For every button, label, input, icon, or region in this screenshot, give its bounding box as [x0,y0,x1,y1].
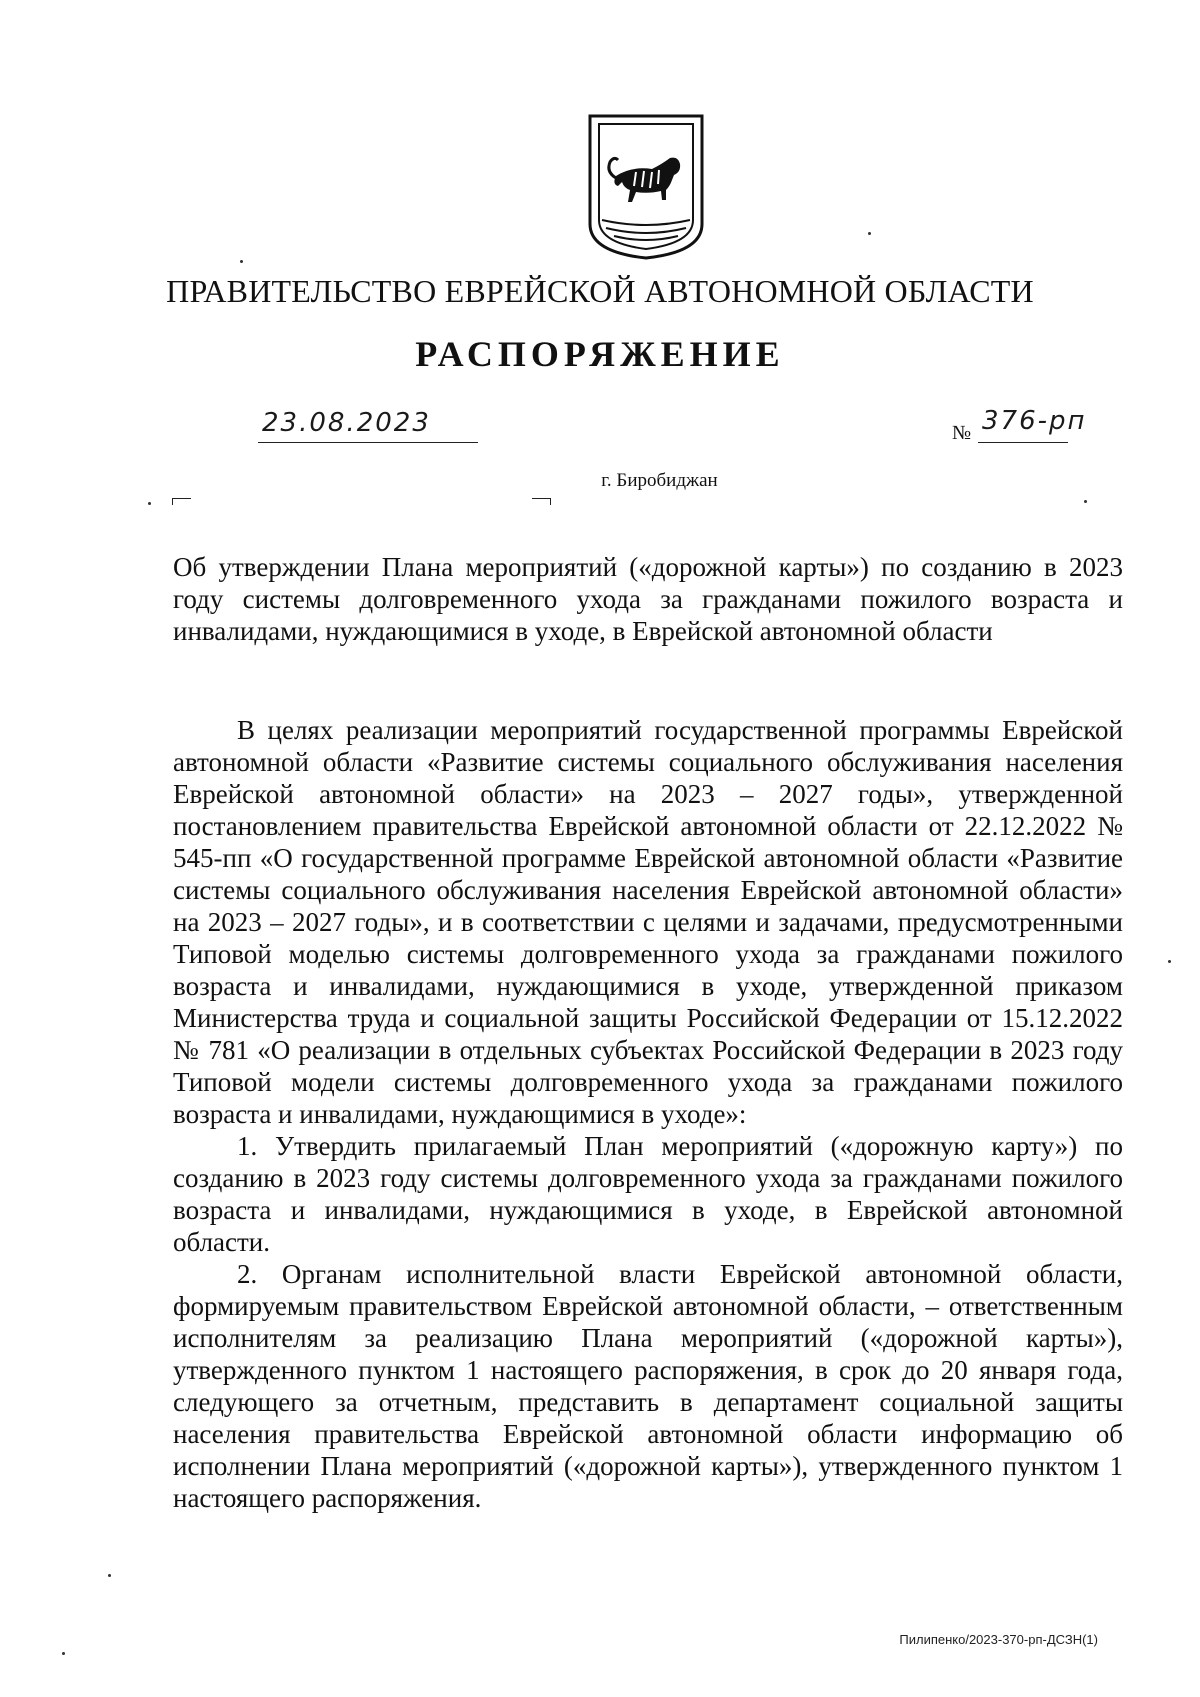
body-paragraph: 2. Органам исполнительной власти Еврейской автономной области, формируемым правительством Еврейской автономной области, – ответственным исполнителям за реализацию Плана мероприятий («дорожной карты»), утвержденного пунктом 1 настоящего распоряжения, в срок до 20 января года, следующего за отчетным, представить в департамент социальной защиты населения правительства Еврейской автономной области информацию об исполнении Плана мероприятий («дорожной карты»), утвержденного пунктом 1 настоящего распоряжения. [173,1259,1123,1513]
city-line: г. Биробиджан [601,470,718,491]
subject-right-bracket [532,498,551,505]
scan-speck [62,1652,65,1655]
number-label: № [952,422,972,444]
tiger-coat-of-arms-icon [586,112,706,262]
scan-speck [148,502,151,505]
body-paragraph: 1. Утвердить прилагаемый План мероприятий («дорожную карту») по созданию в 2023 году системы долговременного ухода за гражданами пожилого возраста и инвалидами, нуждающимися в уходе, в Еврейской автономной области. [173,1131,1123,1257]
file-code: Пилипенко/2023-370-рп-ДСЗН(1) [899,1632,1098,1647]
document-subject: Об утверждении Плана мероприятий («дорожной карты») по созданию в 2023 году системы долговременного ухода за гражданами пожилого возраста и инвалидами, нуждающимися в уходе, в Еврейской автономной области [173,552,1123,646]
scan-speck [868,232,871,235]
document-type-heading: РАСПОРЯЖЕНИЕ [415,334,785,374]
scan-speck [108,1574,111,1577]
body-paragraph: В целях реализации мероприятий государственной программы Еврейской автономной области «Развитие системы социального обслуживания населения Еврейской автономной области» на 2023 – 2027 годы», утвержденной постановлением правительства Еврейской автономной области от 22.12.2022 № 545-пп «О государственной программе Еврейской автономной области «Развитие системы социального обслуживания населения Еврейской автономной области» на 2023 – 2027 годы», и в соответствии с целями и задачами, предусмотренными Типовой моделью системы долговременного ухода за гражданами пожилого возраста и инвалидами, нуждающимися в уходе, утвержденной приказом Министерства труда и социальной защиты Российской Федерации от 15.12.2022 № 781 «О реализации в отдельных субъектах Российской Федерации в 2023 году Типовой модели системы долговременного ухода за гражданами пожилого возраста и инвалидами, нуждающимися в уходе»: [173,715,1123,1129]
organization-title: ПРАВИТЕЛЬСТВО ЕВРЕЙСКОЙ АВТОНОМНОЙ ОБЛАСТИ [166,273,1034,309]
scan-speck [1084,500,1087,503]
document-body [173,714,1123,1514]
subject-left-bracket [172,498,191,505]
document-number: 376-рп [982,406,1087,436]
scan-speck [240,260,243,263]
document-date: 23.08.2023 [262,408,431,438]
scan-speck [1168,960,1171,963]
